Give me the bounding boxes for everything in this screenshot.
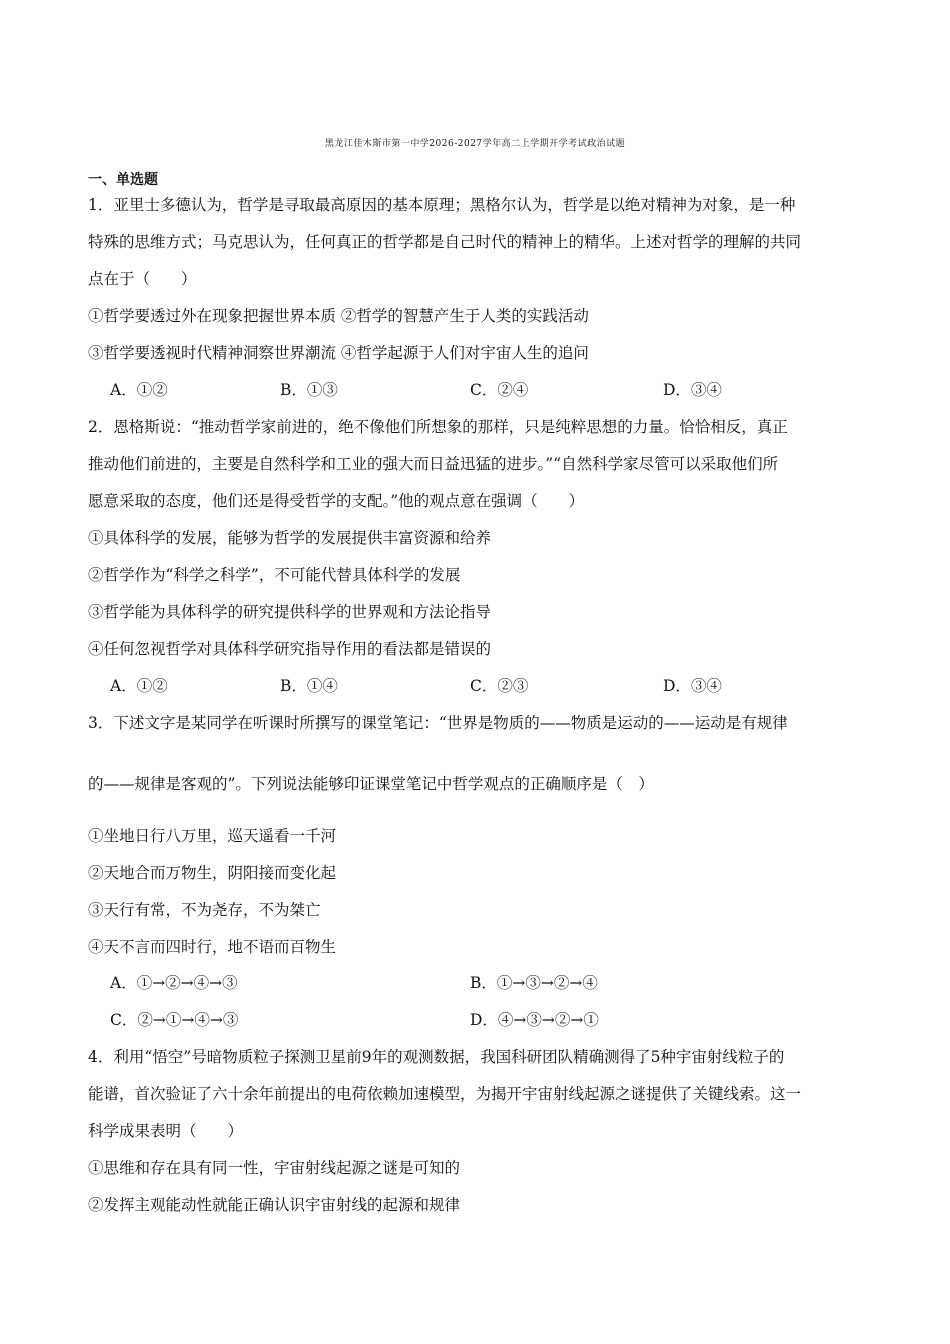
q3-stem-line-2: 的——规律是客观的”。下列说法能够印证课堂笔记中哲学观点的正确顺序是（ ） (88, 775, 654, 793)
q3-option-a[interactable]: A．①→②→④→③ (110, 974, 238, 992)
q2-option-b[interactable]: B．①④ (280, 677, 338, 695)
q3-statement-1: ①坐地日行八万里，巡天遥看一千河 (88, 827, 337, 845)
q4-statement-2: ②发挥主观能动性就能正确认识宇宙射线的起源和规律 (88, 1196, 461, 1214)
q2-statement-2: ②哲学作为“科学之科学”，不可能代替具体科学的发展 (88, 566, 461, 584)
q3-option-b[interactable]: B．①→③→②→④ (470, 974, 598, 992)
q3-option-d[interactable]: D．④→③→②→① (470, 1011, 599, 1029)
q2-statement-3: ③哲学能为具体科学的研究提供科学的世界观和方法论指导 (88, 603, 492, 621)
q1-option-b[interactable]: B．①③ (280, 381, 338, 399)
q1-stem-line-3: 点在于（ ） (88, 270, 197, 288)
q1-option-c[interactable]: C．②④ (470, 381, 529, 399)
q2-option-c[interactable]: C．②③ (470, 677, 529, 695)
q3-statement-4: ④天不言而四时行，地不语而百物生 (88, 938, 337, 956)
q1-statement-1: ①哲学要透过外在现象把握世界本质 ②哲学的智慧产生于人类的实践活动 (88, 307, 589, 325)
q1-statement-2: ③哲学要透视时代精神洞察世界潮流 ④哲学起源于人们对宇宙人生的追问 (88, 344, 589, 362)
q2-option-d[interactable]: D．③④ (663, 677, 722, 695)
q1-option-a[interactable]: A．①② (110, 381, 168, 399)
exam-title: 黑龙江佳木斯市第一中学2026-2027学年高二上学期开学考试政治试题 (324, 139, 626, 149)
q4-statement-1: ①思维和存在具有同一性，宇宙射线起源之谜是可知的 (88, 1159, 461, 1177)
q2-stem-line-3: 愿意采取的态度，他们还是得受哲学的支配。”他的观点意在强调（ ） (88, 492, 585, 510)
section-heading: 一、单选题 (88, 172, 158, 188)
q1-stem-line-2: 特殊的思维方式；马克思认为，任何真正的哲学都是自己时代的精神上的精华。上述对哲学的理解的共同 (88, 233, 802, 251)
q4-stem-line-1: 4．利用“悟空”号暗物质粒子探测卫星前9年的观测数据，我国科研团队精确测得了5种宇宙射线粒子的 (88, 1048, 785, 1066)
q4-stem-line-2: 能谱，首次验证了六十余年前提出的电荷依赖加速模型，为揭开宇宙射线起源之谜提供了关键线索。这一 (88, 1085, 802, 1103)
q2-stem-line-2: 推动他们前进的，主要是自然科学和工业的强大而日益迅猛的进步。”“自然科学家尽管可以采取他们所 (88, 455, 779, 473)
q4-stem-line-3: 科学成果表明（ ） (88, 1122, 244, 1140)
q3-statement-2: ②天地合而万物生，阴阳接而变化起 (88, 864, 337, 882)
q3-option-c[interactable]: C．②→①→④→③ (110, 1011, 239, 1029)
q2-option-a[interactable]: A．①② (110, 677, 168, 695)
q2-statement-1: ①具体科学的发展，能够为哲学的发展提供丰富资源和给养 (88, 529, 492, 547)
q2-stem-line-1: 2．恩格斯说：“推动哲学家前进的，绝不像他们所想象的那样，只是纯粹思想的力量。恰恰相反，真正 (88, 418, 788, 436)
q1-option-d[interactable]: D．③④ (663, 381, 722, 399)
q1-stem-line-1: 1．亚里士多德认为，哲学是寻取最高原因的基本原理；黑格尔认为，哲学是以绝对精神为对象，是一种 (88, 196, 796, 214)
q2-statement-4: ④任何忽视哲学对具体科学研究指导作用的看法都是错误的 (88, 640, 492, 658)
q3-statement-3: ③天行有常，不为尧存，不为桀亡 (88, 901, 321, 919)
q3-stem-line-1: 3．下述文字是某同学在听课时所撰写的课堂笔记：“世界是物质的——物质是运动的——运动是有规律 (88, 714, 788, 732)
